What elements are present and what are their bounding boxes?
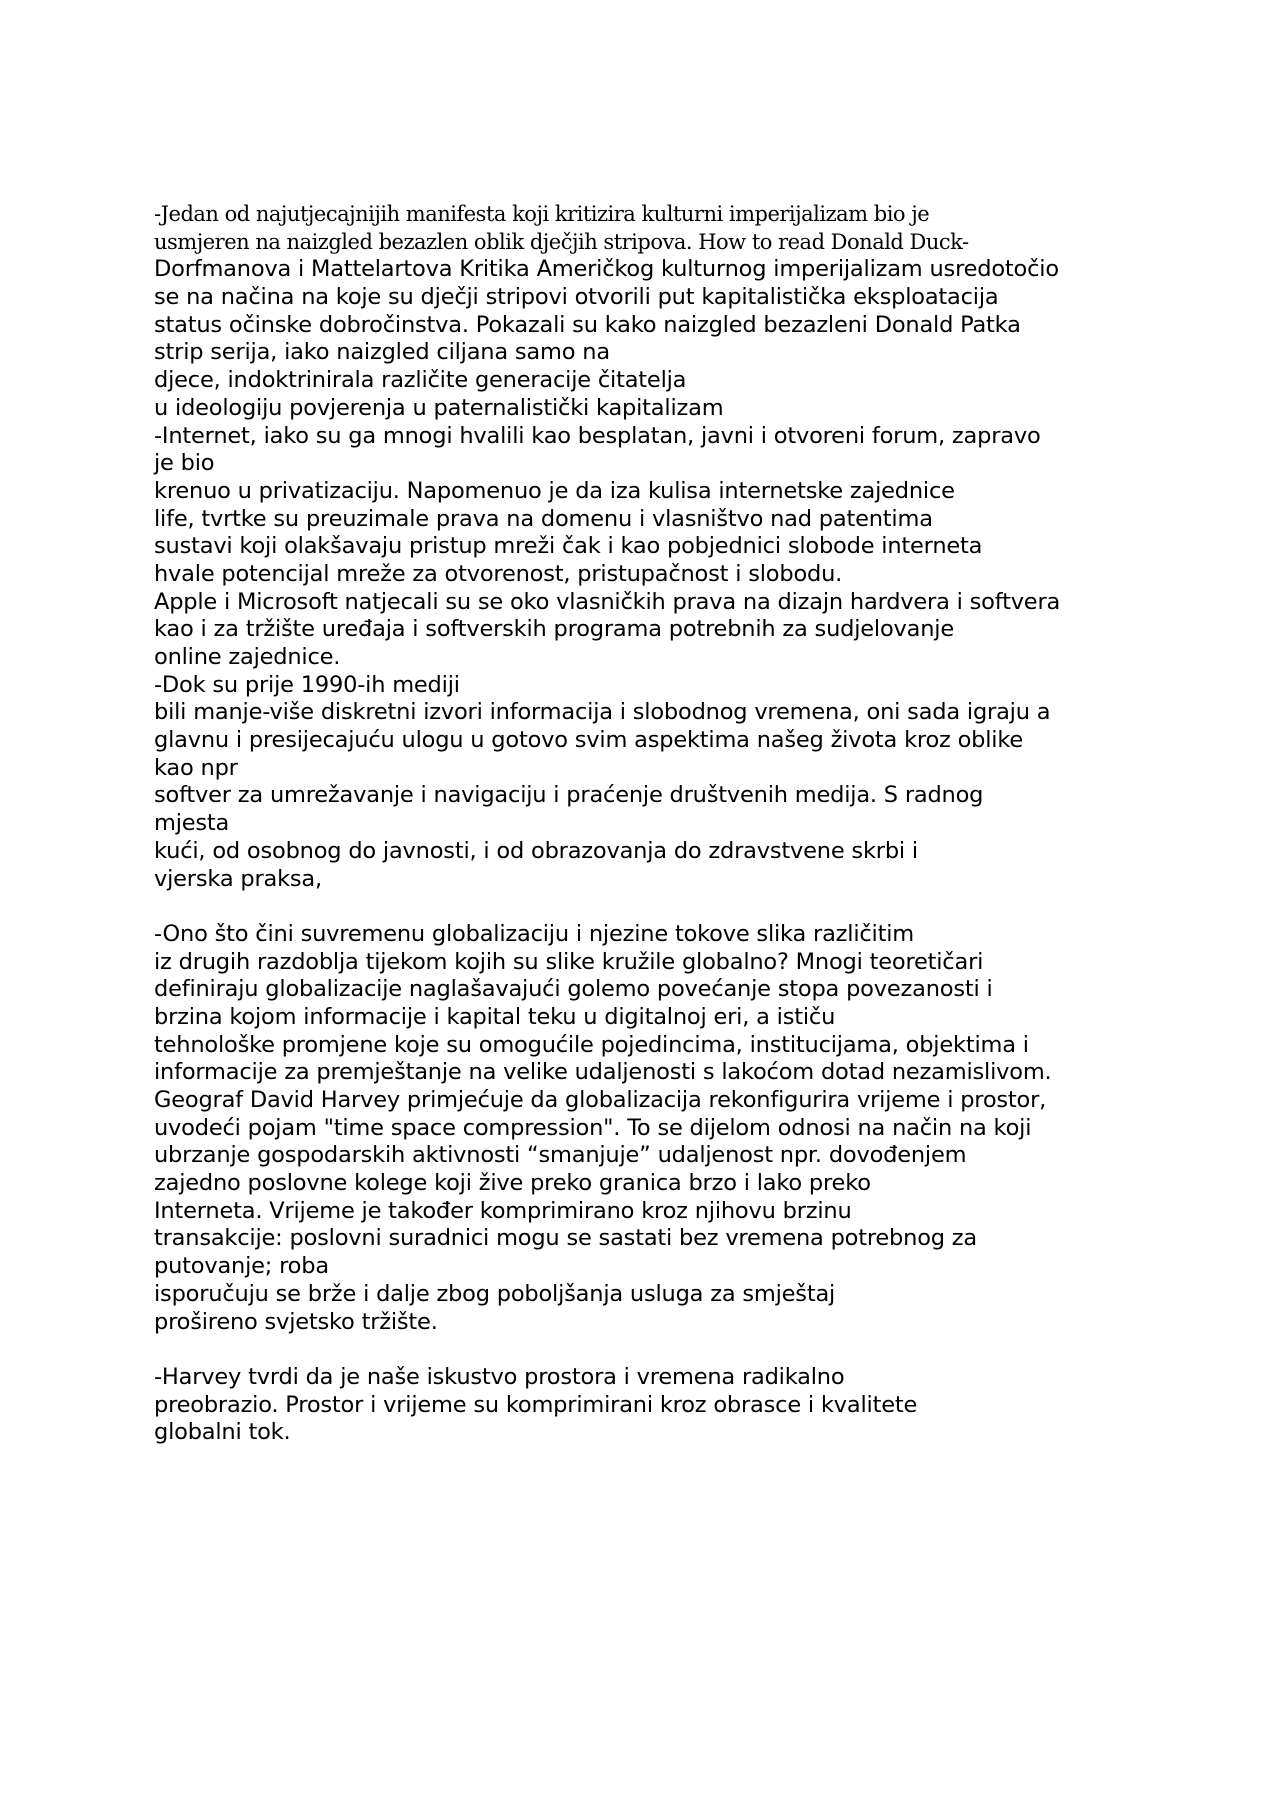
text-line: je bio [154,450,215,477]
text-line: iz drugih razdoblja tijekom kojih su slike kružile globalno? Mnogi teoretičari [154,948,984,975]
text-line: brzina kojom informacije i kapital teku u digitalnoj eri, a ističu [154,1003,836,1030]
text-line: prošireno svjetsko tržište. [154,1308,438,1335]
text-line: -Internet, iako su ga mnogi hvalili kao besplatan, javni i otvoreni forum, zapravo [154,422,1041,449]
blank-line [154,1336,1154,1364]
text-line: krenuo u privatizaciju. Napomenuo je da iza kulisa internetske zajednice [154,477,955,504]
blank-line [154,893,1154,921]
text-line: -Harvey tvrdi da je naše iskustvo prostora i vremena radikalno [154,1363,845,1390]
text-line: uvodeći pojam "time space compression". To se dijelom odnosi na način na koji [154,1114,1032,1141]
text-line: zajedno poslovne kolege koji žive preko granica brzo i lako preko [154,1170,871,1197]
text-line: mjesta [154,810,230,837]
text-line: usmjeren na naizgled bezazlen oblik dječjih stripova. How to read Donald Duck- [154,229,969,254]
text-line: se na načina na koje su dječji stripovi otvorili put kapitalistička eksploatacija [154,284,999,311]
text-line: glavnu i presijecajuću ulogu u gotovo svim aspektima našeg života kroz oblike [154,727,1024,754]
text-line: definiraju globalizacije naglašavajući golemo povećanje stopa povezanosti i [154,976,993,1003]
text-line: globalni tok. [154,1419,291,1446]
text-line: Dorfmanova i Mattelartova Kritika Američkog kulturnog imperijalizam usredotočio [154,256,1059,283]
text-line: kao i za tržište uređaja i softverskih programa potrebnih za sudjelovanje [154,616,954,643]
text-line: ubrzanje gospodarskih aktivnosti “smanjuje” udaljenost npr. dovođenjem [154,1142,967,1169]
text-line: -Jedan od najutjecajnijih manifesta koji kritizira kulturni imperijalizam bio je [154,202,930,226]
text-line: softver za umrežavanje i navigaciju i praćenje društvenih medija. S radnog [154,782,984,809]
text-line: preobrazio. Prostor i vrijeme su komprimirani kroz obrasce i kvalitete [154,1391,918,1418]
text-line: djece, indoktrinirala različite generacije čitatelja [154,367,687,394]
text-line: -Ono što čini suvremenu globalizaciju i njezine tokove slika različitim [154,920,914,947]
text-line: u ideologiju povjerenja u paternalistički kapitalizam [154,394,724,421]
text-line: sustavi koji olakšavaju pristup mreži čak i kao pobjednici slobode interneta [154,533,983,560]
text-line: vjerska praksa, [154,865,322,892]
text-line: Geograf David Harvey primjećuje da globalizacija rekonfigurira vrijeme i prostor, [154,1087,1047,1113]
text-line: life, tvrtke su preuzimale prava na domenu i vlasništvo nad patentima [154,505,933,532]
text-line: isporučuju se brže i dalje zbog poboljšanja usluga za smještaj [154,1280,836,1307]
text-line: kući, od osobnog do javnosti, i od obrazovanja do zdravstvene skrbi i [154,837,918,864]
text-line: kao npr [154,754,238,781]
document-body [154,201,1154,1447]
text-line: hvale potencijal mreže za otvorenost, pristupačnost i slobodu. [154,560,843,587]
text-line: transakcije: poslovni suradnici mogu se sastati bez vremena potrebnog za [154,1225,978,1252]
text-line: Interneta. Vrijeme je također komprimirano kroz njihovu brzinu [154,1197,852,1224]
text-line: -Dok su prije 1990-ih mediji [154,671,460,698]
text-line: informacije za premještanje na velike udaljenosti s lakoćom dotad nezamislivom. [154,1059,1052,1086]
text-line: Apple i Microsoft natjecali su se oko vlasničkih prava na dizajn hardvera i softvera [154,588,1061,615]
text-line: bili manje-više diskretni izvori informacija i slobodnog vremena, oni sada igraju a [154,699,1051,726]
text-line: strip serija, iako naizgled ciljana samo na [154,339,610,366]
text-line: online zajednice. [154,644,341,670]
text-line: putovanje; roba [154,1253,329,1280]
text-line: status očinske dobročinstva. Pokazali su kako naizgled bezazleni Donald Patka [154,311,1021,338]
text-line: tehnološke promjene koje su omogućile pojedincima, institucijama, objektima i [154,1031,1029,1058]
